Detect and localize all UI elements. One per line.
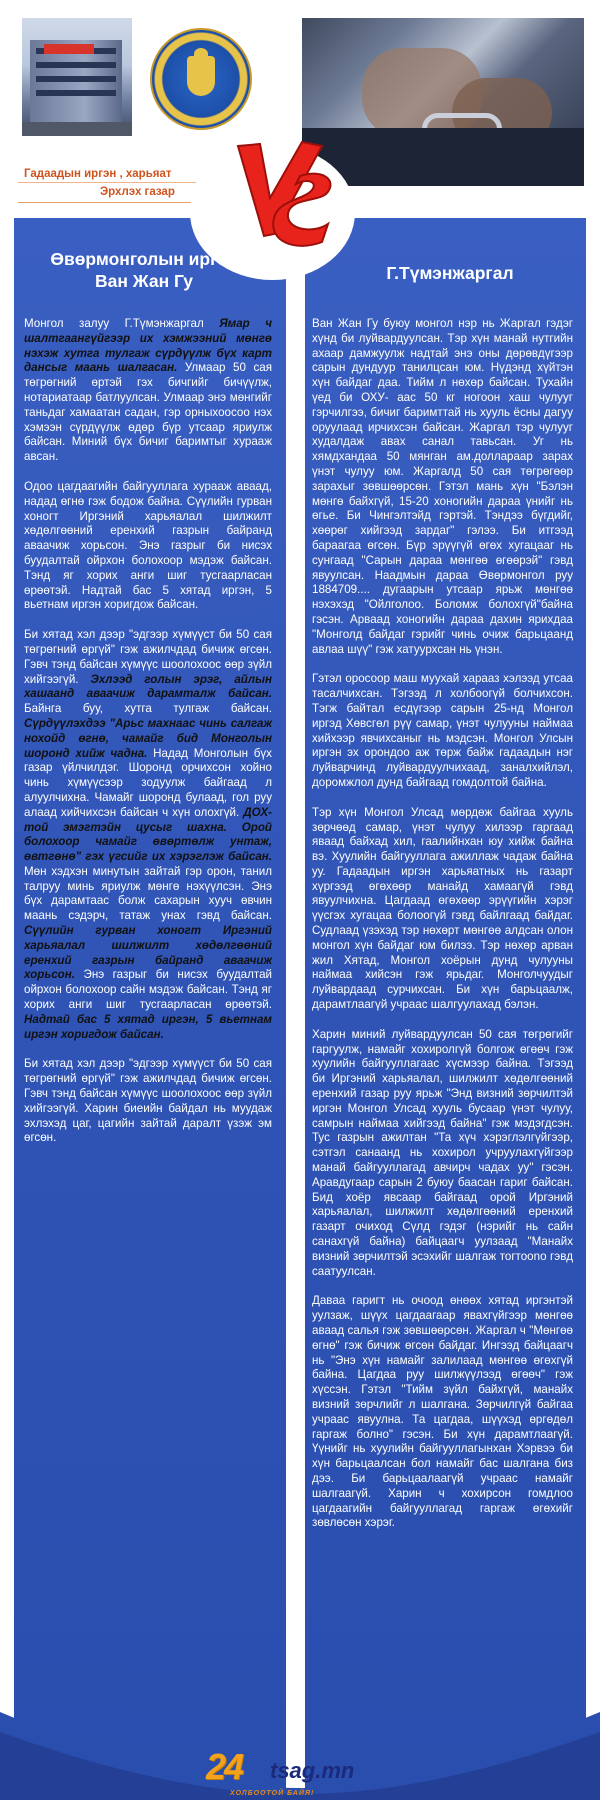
logo-slogan: ХОЛБООТОЙ БАЙЯ! [230,1790,315,1797]
body-text: Би хятад хэл дээр "эдгээр хүмүүст би 50 сая төгрөгний өргүй" гэж ажилчдад бичиж өгсөн. Гэвч тэнд байсан хүмүүс шоолохоос өөр зүйл хийгээгүй. [24,628,272,686]
body-text: Харин миний луйвардуулсан 50 сая төгрөгийг гаргуулж, намайг хохиролгүй болгож өгөөч гэж хуулийн байгууллагаас хүсмээр байна. Тэгээд би Иргэний харьяалал, шилжилт хөдөлгөөний еренхий газар руу ярьж "Энд визний зөрчилтэй иргэн Монгол Улсад хууль бусаар үнэт чулуу, самрын наймаа хийгээд байна" гэж мэдэгдсэн. Тус газрын ажилтан "Та хүч хэрэглэлгүйгээр, сэтгэл санаанд нь хохирол учруулахгүйгээр манай байгууллагад авчирч чадах уу" гэсэн. Аравдугаар сарын 2 буюу баасан гариг байсан. Бид хоёр явсаар байгаад орой Иргэний харьяалал, шилжилт хөдөлгөөний еренхий газарт очиход Сүлд гэдэг (нэрийг нь сайн санахгүй байна) байцаагч уулзаад "Манайх визний зөрчилтэй эсэхийг шалгаж тогтоono гэвд саатуулсан. [312,1027,573,1278]
body-text: Энэ газрыг би нисэх буудалтай ойрхон болохоор сайн мэдэж байсан. Тэнд яг хорих анги шиг тусгаарласан өрөөтэй. [24,968,272,1012]
emphasized-text: Эхлээд голын эрэг, айлын хашаанд аваачиж дарамталж байсан. [24,672,272,701]
body-text: Монгол залуу Г.Түмэнжаргал [24,317,220,330]
left-title: Өвөрмонголын иргэн Ван Жан Гу [50,249,238,291]
agency-caption [18,162,196,203]
caption-line-2: Эрхлэх газар [100,186,175,198]
agency-building-photo [22,18,132,136]
right-paragraph [312,317,573,657]
agency-emblem-icon [150,28,252,130]
logo-number: 24 [206,1746,243,1787]
right-title: Г.Түмэнжаргал [386,263,514,283]
emphasized-text: Сүрдүүлэхдээ "Арьс махнаас чинь салгаж нохойд өгнө, чамайг бид Монголын шоронд хийж чадна. [24,716,272,760]
emphasized-text: ДОХ-той эмэгтэйн цусыг шахна. Орой болохоор чамайг өвөртөлж унтаж, өвтгөнө" гэх үгсийг их хэрэглэж байсан. [24,805,272,864]
emphasized-text: Сүүлийн гурван хоногт Иргэний харьяалал шилжилт хөдөлгөөний еренхий газрын байранд аваачиж хорьсон. [24,924,272,982]
body-text: Даваа гаригт нь очоод өнөөх хятад иргэнтэй уулзаж, шүүх цагдаагаар явахгүйгээр мөнгөө аваад салья гэж зөвшөөрсөн. Жаргал ч "Мөнгөө өгнө" гэж бичиж өгсөн байдаг. Ингээд байцаагч нь "Энэ хүн намайг залилаад мөнгөө өгөхгүй байна. Цагдаа руу шилжүүлээд өгөөч" гэж хүссэн. Гэтэл "Тийм зүйл байхгүй, манайх визний зөрчлийг л шалгана. Зөрчилгүй байгаа учраас явуулна. Та цагдаа, шүүхэд өргөдөл гаргаж болно" гэсэн. Би хүн дарамтлаагүй. Үүнийг нь хуулийн байгууллагынхан Хэрвээ би хүн барьцаалсан бол намайг бас шалгана биз дээ. Би барьцаалаагүй учраас намайг шалгаагүй. Харин ч хохирсон гомдлоо цагдаагийн байгууллагад гаргаж өгөхийг зөвлөсөн хэрэг. [312,1294,573,1530]
body-text: Одоо цагдаагийн байгууллага хурааж аваад, надад өгнө гэж бодож байна. Сүүлийн гурван хоногт Иргэний харьяалал шилжилт хөдөлгөөний еренхий газрын байранд аваачиж хорьсон. Энэ газрыг би нисэх буудалтай ойрхон болохоор мэдэж байсан. Тэнд яг хорих анги шиг тусгаарласан өрөөтэй. Надтай бас 5 хятад иргэн, 5 вьетнам иргэн хоригдож байсан. [24,479,272,612]
body-text: Гэтэл оросоор маш муухай харааз хэлээд утсаа тасалчихсан. Тэгээд л холбоогүй болчихсон. Тэгж байтал есдүгээр сарын 25-нд Монгол иргэд Хөвсгөл рүү самар, үнэт чулууны наймаа хийхээр явчихсаныг нь мэдсэн. Монгол Улсын иргэн эх орондоо аж төрж байж гадаадын нэг луйварчинд луйвардуулчихаад, заналхийлэл, доромжлол дунд байгаад гомдолтой байна. [312,672,573,789]
right-paragraph [312,1028,573,1280]
right-paragraph [312,1294,573,1531]
body-text: Тэр хүн Монгол Улсад мөрдөж байгаа хууль зөрчөөд самар, үнэт чулуу хилээр гаргаад яваад байхад хил, гаалийнхан юу хийж байна вэ. Хуулийн байгууллага ажиллаж чадаж байна уу. Гадаадын иргэн харьяатных нь газарт хүргээд өгөхөөр манайд хамаагүй гэвд явуулчихна. Цагдаад өгөхөөр эрүүгийн хэрэг үүсгэх хугацаа болоогүй гэвд байлгаад байдаг. Судлаад үзэхэд тэр нөхөрт мөнгөө алдсан олон монгол хүн байдаг юм билээ. Тэр нөхөр арван жил Хятад, Монгол хоёрын дунд чулууны наймаа хийсэн гэж ярьдаг. Монголчуудыг луйвардаад сурчихсан. Би хүн барьцаалж, дарамтлаагүй учраас шалгуулахад бэлэн. [312,805,573,1012]
caption-line-1: Гадаадын иргэн , харьяат [24,168,172,180]
left-paragraph [24,628,272,1042]
left-paragraph [24,317,272,465]
emphasized-text: Ямар ч шалтгаангүйгээр их хэмжээний мөнгө нэхэж хутга тулгаж сүрдүүлж бүх карт дансыг маань шалгасан. [24,317,272,375]
body-text: Мөн хэдхэн минутын зайтай гэр орон, танил талруу минь яриулж мөнгө нэхүүлсэн. Энэ бүх дарамтаас болж сахарын хууч өвчин маань сэдэрч, татаж унах гэвд байсан. [24,864,272,923]
right-article-text [312,317,573,1546]
body-text: Надад Монголын бүх газар үйлчилдэг. Шоронд орчихсон хойно чинь хүмүүсээр зодуулж байгаад л алуулчихна. Чамайг шоронд булаад, гол руу алаад хийчихсэн байсан ч хүн олохгүй. [24,746,272,819]
body-text: Би хятад хэл дээр "эдгээр хүмүүст би 50 сая төгрөгний өргүй" гэж ажилчдад бичиж өгсөн. Гэвч тэнд байсан хүмүүс шоолохоос өөр зүйл хийгээгүй. Харин биеийн байдал нь муудаж эхлэхэд цаг, цагийн зайтай даралт үзэж эм өгсөн. [24,1057,272,1145]
left-paragraph [24,480,272,613]
body-text: Ван Жан Гу буюу монгол нэр нь Жаргал гэдэг хүнд би луйвардуулсан. Тэр хүн манай нутгийн ахаар дамжуулж надтай энэ оны дөрөвдүгээр сарын дундуур танилцсан юм. Нүдэнд хүйтэн хүн байдаг даа. Тийм л нөхөр байсан. Тухайн үед би ОХУ- аас 50 кг ногоон хаш чулууг гэрчилгээ, бичиг баримттай нь хууль ёсны дагуу оруулаад ирчихсэн байсан. Жаргал тэр чулууг худалдаж авах санал тавьсан. Уг нь хямдхандаа 50 мянган ам.доллараар зарах үнэт чулуу юм. Жаргалд 50 сая төгрөгөөр зарахыг зөвшөөрсөн. Гэтэл мань хүн "Бэлэн мөнгө байхгүй, 15-20 хоногийн дараа үнийг нь өгье. Би Чингэлтэйд гэртэй. Тэндээ бүгдийг, хөөрөг хийгээд зардаг" гэлээ. Би итгээд бараагаа өгсөн. Бүр эрүүгүй өгөх хугацааг нь сунгаад "Сарын дараа мөнгөө өгөөрэй" гэвд явуулсан. Наадмын дараа Өвөрмонгол руу 1884709.... дугаарын утсаар ярьж мөнгөө нэхэхэд "Ойлголоо. Боломж болохгүй"байна гэсэн. Арваад хоногийн дараа дахин ярихдаа "Монголд байдаг гэрийг чинь очиж барьцаанд авлаа шүү" гэж хатуурхсан нь үнэн. [312,317,573,656]
emphasized-text: Надтай бас 5 хятад иргэн, 5 вьетнам иргэн хоригдож байсан. [24,1012,272,1041]
body-text: Улмаар 50 сая төгрөгний өртэй гэх бичгийг бичүүлж, нотариатаар батлуулсан. Улмаар энэ мөнгийг таньдаг хамаатан садан, гэр орныхоосоо нэх хэмээн сүрдүүлж өдөр бүр утсаар яриулж байсан. Миний бүх бичиг баримтыг хурааж авсан. [24,361,272,464]
vs-icon [230,138,340,253]
logo-text: tsag.mn [270,1758,355,1783]
left-article-text [24,317,272,1161]
handcuffs-photo [302,18,584,186]
right-paragraph [312,672,573,790]
right-paragraph [312,806,573,1013]
site-logo[interactable] [200,1746,400,1797]
left-paragraph [24,1057,272,1146]
body-text: Байнга буу, хутга тулгаж байсан. [24,702,272,716]
